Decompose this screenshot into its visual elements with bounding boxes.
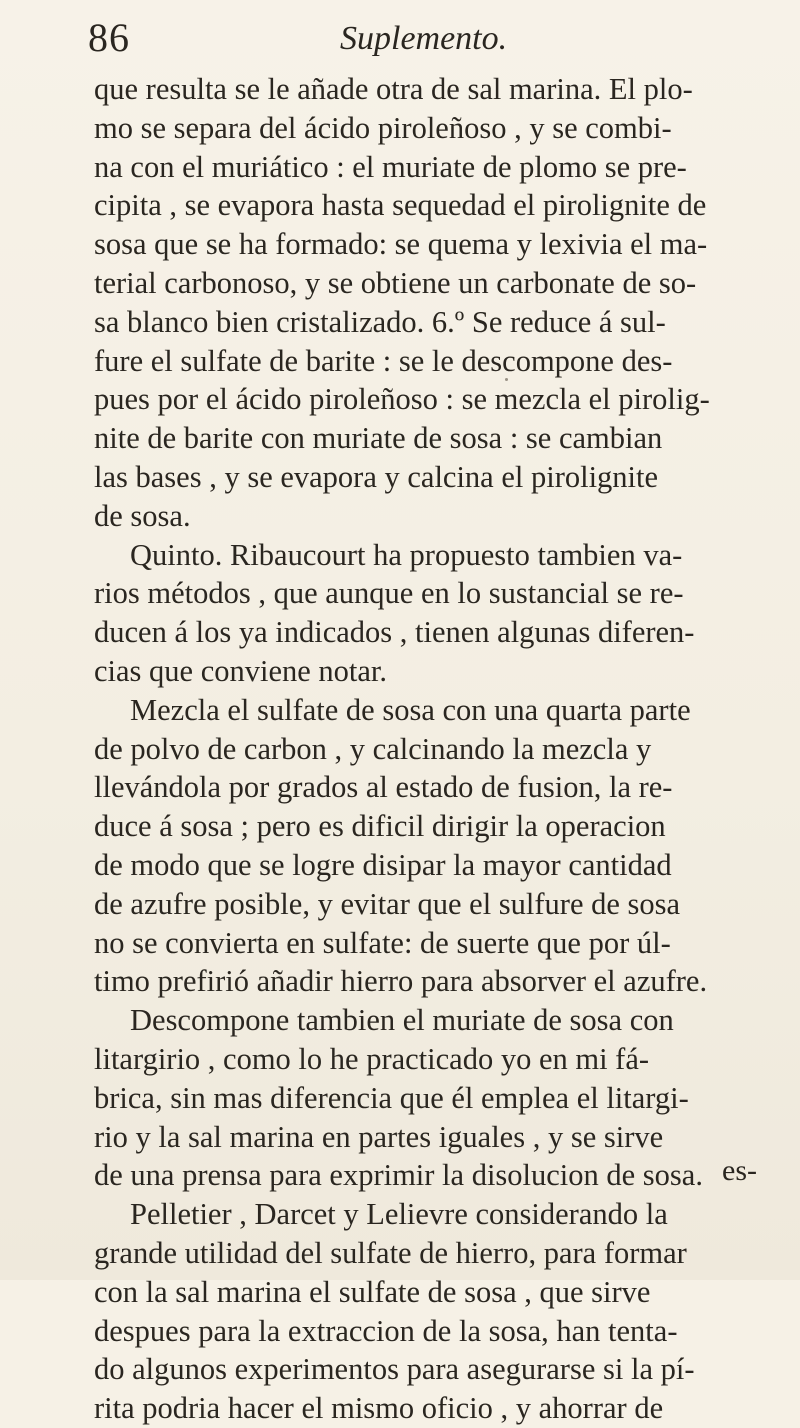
text-line: ducen á los ya indicados , tienen algunas diferen- bbox=[94, 615, 695, 650]
body-text bbox=[94, 70, 796, 1428]
text-line: sa blanco bien cristalizado. 6.º Se reduce á sul- bbox=[94, 304, 666, 339]
text-line: Descompone tambien el muriate de sosa con bbox=[130, 1003, 674, 1038]
text-line: duce á sosa ; pero es dificil dirigir la operacion bbox=[94, 809, 666, 844]
text-line: con la sal marina el sulfate de sosa , que sirve bbox=[94, 1274, 651, 1309]
text-line: despues para la extraccion de la sosa, han tenta- bbox=[94, 1313, 678, 1348]
text-line: de polvo de carbon , y calcinando la mezcla y bbox=[94, 731, 652, 766]
text-line: rios métodos , que aunque en lo sustancial se re- bbox=[94, 576, 684, 611]
text-line: Quinto. Ribaucourt ha propuesto tambien va- bbox=[130, 537, 683, 572]
text-line: Pelletier , Darcet y Lelievre considerando la bbox=[130, 1197, 668, 1232]
text-line: no se convierta en sulfate: de suerte que por úl- bbox=[94, 925, 671, 960]
text-line: que resulta se le añade otra de sal marina. El plo- bbox=[94, 72, 693, 106]
text-line: pues por el ácido piroleñoso : se mezcla el pirolig- bbox=[94, 382, 710, 417]
paper-speck bbox=[505, 378, 508, 381]
text-line: do algunos experimentos para asegurarse si la pí- bbox=[94, 1352, 695, 1387]
text-line: fure el sulfate de barite : se le descompone des- bbox=[94, 343, 673, 378]
text-line: mo se separa del ácido piroleñoso , y se combi- bbox=[94, 110, 672, 145]
text-line: na con el muriático : el muriate de plomo se pre- bbox=[94, 149, 687, 184]
text-line: Mezcla el sulfate de sosa con una quarta parte bbox=[130, 692, 691, 727]
text-line: las bases , y se evapora y calcina el pirolignite bbox=[94, 459, 659, 494]
text-line: grande utilidad del sulfate de hierro, para formar bbox=[94, 1235, 687, 1270]
text-line: nite de barite con muriate de sosa : se cambian bbox=[94, 421, 663, 456]
page-header bbox=[88, 14, 780, 64]
text-line: litargirio , como lo he practicado yo en mi fá- bbox=[94, 1041, 650, 1076]
text-line: brica, sin mas diferencia que él emplea el litargi- bbox=[94, 1080, 689, 1115]
catchword: es- bbox=[722, 1154, 757, 1187]
text-line: cipita , se evapora hasta sequedad el pirolignite de bbox=[94, 188, 707, 223]
text-line: terial carbonoso, y se obtiene un carbonate de so- bbox=[94, 265, 697, 300]
page-number: 86 bbox=[88, 15, 130, 60]
text-line: de modo que se logre disipar la mayor cantidad bbox=[94, 847, 672, 882]
text-line: llevándola por grados al estado de fusion, la re- bbox=[94, 770, 673, 805]
text-line: rita podria hacer el mismo oficio , y ahorrar de bbox=[94, 1391, 664, 1426]
text-line: de azufre posible, y evitar que el sulfure de sosa bbox=[94, 886, 681, 921]
text-line: rio y la sal marina en partes iguales , y se sirve bbox=[94, 1119, 664, 1154]
text-line: de sosa. bbox=[94, 498, 191, 533]
text-line: cias que conviene notar. bbox=[94, 653, 388, 688]
running-head: Suplemento. bbox=[340, 20, 508, 57]
text-line: sosa que se ha formado: se quema y lexivia el ma- bbox=[94, 227, 708, 262]
text-line: de una prensa para exprimir la disolucion de sosa. bbox=[94, 1158, 703, 1193]
text-line: timo prefirió añadir hierro para absorver el azufre. bbox=[94, 964, 708, 999]
